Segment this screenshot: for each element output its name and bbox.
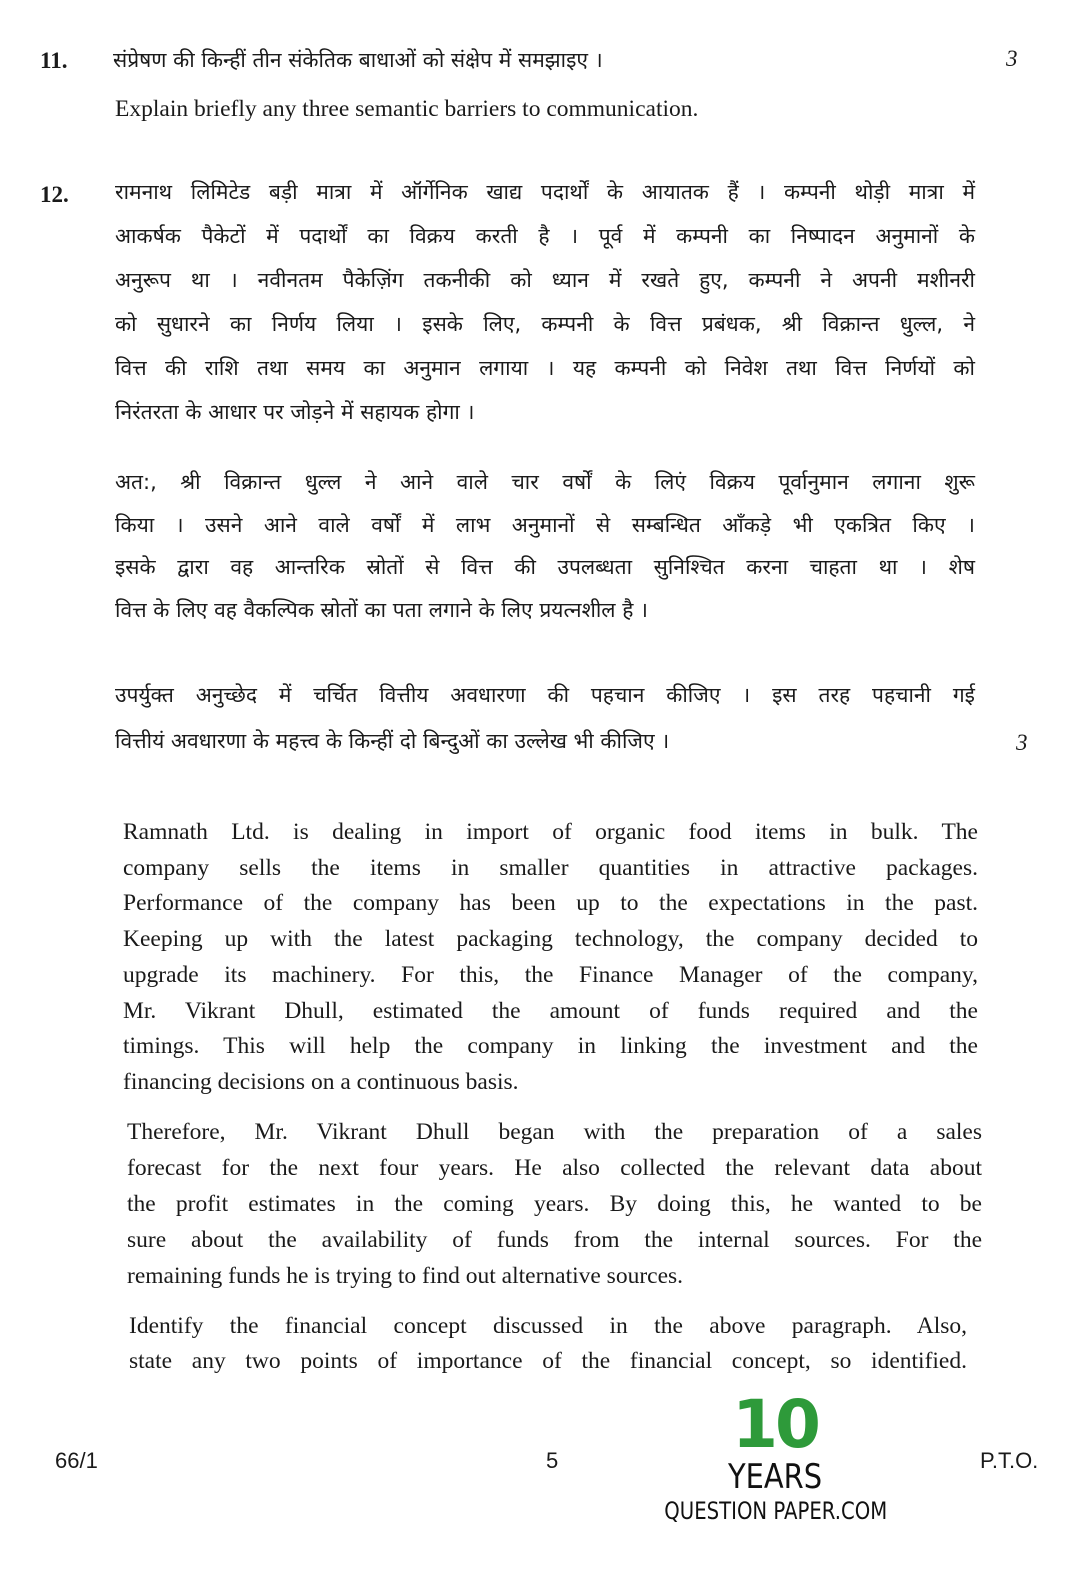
text-line: Mr. Vikrant Dhull, estimated the amount of funds required and the [123,997,978,1024]
text-line: इसके द्वारा वह आन्तरिक स्रोतों से वित्त की उपलब्धता सुनिश्चित करना चाहता था । शेष [115,555,975,579]
text-line: state any two points of importance of the financial concept, so identified. [129,1348,967,1374]
text-line: निरंतरता के आधार पर जोड़ने में सहायक होगा । [115,400,475,424]
text-line: timings. This will help the company in linking the investment and the [123,1033,978,1060]
marks: 3 [1006,46,1018,71]
text-line: वित्त के लिए वह वैकल्पिक स्रोतों का पता लगाने के लिए प्रयत्नशील है । [115,597,648,622]
text-line: Performance of the company has been up to the expectations in the past. [123,890,978,917]
watermark-number: 10 [732,1386,818,1463]
pto-label: P.T.O. [980,1448,1039,1473]
marks: 3 [1016,730,1028,755]
text-line: अनुरूप था । नवीनतम पैकेज़िंग तकनीकी को ध्यान में रखते हुए, कम्पनी ने अपनी मशीनरी [115,268,975,292]
text-line: remaining funds he is trying to find out alternative sources. [127,1263,684,1289]
text-line: वित्तीयं अवधारणा के महत्त्व के किन्हीं दो बिन्दुओं का उल्लेख भी कीजिए । [115,729,670,753]
question-number: 11. [40,48,68,73]
watermark-logo [640,1386,910,1526]
text-line: financing decisions on a continuous basis. [123,1068,519,1095]
text-line: वित्त की राशि तथा समय का अनुमान लगाया । यह कम्पनी को निवेश तथा वित्त निर्णयों को [115,356,975,380]
text-line: sure about the availability of funds from the internal sources. For the [127,1227,982,1253]
page-number: 5 [546,1448,559,1473]
text-line: upgrade its machinery. For this, the Finance Manager of the company, [123,961,978,988]
text-line: company sells the items in smaller quantities in attractive packages. [123,854,978,881]
text-line: आकर्षक पैकेटों में पदार्थों का विक्रय करती है । पूर्व में कम्पनी का निष्पादन अनुमानों के [115,224,975,248]
text-line: Keeping up with the latest packaging technology, the company decided to [123,926,978,953]
question-number: 12. [40,182,69,207]
watermark-site: QUESTION PAPER.COM [664,1497,888,1525]
text-line: किया । उसने आने वाले वर्षों में लाभ अनुमानों से सम्बन्धित आँकड़े भी एकत्रित किए । [115,512,975,537]
text-line: उपर्युक्त अनुच्छेद में चर्चित वित्तीय अवधारणा की पहचान कीजिए । इस तरह पहचानी गई [115,683,975,707]
text-line: अत:, श्री विक्रान्त धुल्ल ने आने वाले चार वर्षों के लिएं विक्रय पूर्वानुमान लगाना शुरू [115,470,975,494]
paper-code: 66/1 [55,1448,98,1473]
text-line: forecast for the next four years. He also collected the relevant data about [127,1155,982,1181]
text-line: the profit estimates in the coming years. By doing this, he wanted to be [127,1191,982,1217]
text-line: Explain briefly any three semantic barriers to communication. [115,96,699,122]
text-line: को सुधारने का निर्णय लिया । इसके लिए, कम्पनी के वित्त प्रबंधक, श्री विक्रान्त धुल्ल, ने [115,312,975,336]
text-line: रामनाथ लिमिटेड बड़ी मात्रा में ऑर्गेनिक खाद्य पदार्थों के आयातक हैं । कम्पनी थोड़ी मात्रा में [115,180,975,204]
text-line: Therefore, Mr. Vikrant Dhull began with the preparation of a sales [127,1119,982,1145]
text-line: संप्रेषण की किन्हीं तीन संकेतिक बाधाओं को संक्षेप में समझाइए । [113,48,603,72]
text-line: Ramnath Ltd. is dealing in import of organic food items in bulk. The [123,819,978,845]
text-line: Identify the financial concept discussed in the above paragraph. Also, [129,1313,967,1339]
watermark-years: YEARS [727,1457,823,1497]
